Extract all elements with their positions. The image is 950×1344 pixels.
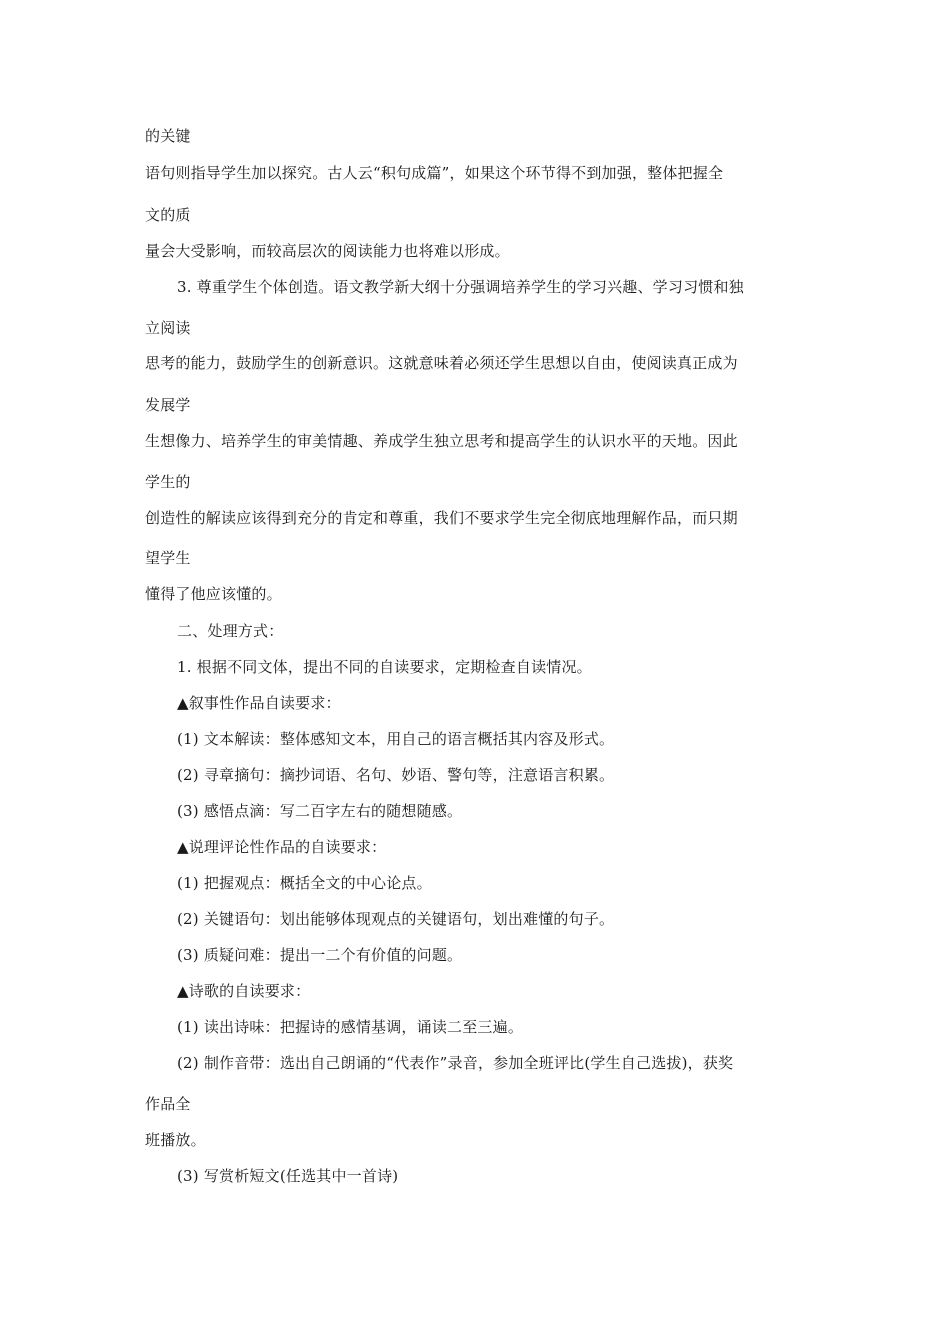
list-item: (1) 把握观点：概括全文的中心论点。 — [177, 874, 432, 892]
list-item: (1) 文本解读：整体感知文本，用自己的语言概括其内容及形式。 — [177, 730, 615, 748]
text-line: 文的质 — [145, 206, 191, 224]
text-line: 的关键 — [145, 127, 191, 145]
text-line: 3. 尊重学生个体创造。语文教学新大纲十分强调培养学生的学习兴趣、学习习惯和独 — [177, 278, 744, 296]
text-line: 思考的能力，鼓励学生的创新意识。这就意味着必须还学生思想以自由，使阅读真正成为 — [145, 354, 738, 372]
list-item: (2) 制作音带：选出自己朗诵的“代表作”录音，参加全班评比(学生自己选拔)，获奖 — [177, 1054, 734, 1072]
subheading: ▲叙事性作品自读要求： — [177, 694, 341, 712]
list-item: (2) 关键语句：划出能够体现观点的关键语句，划出难懂的句子。 — [177, 910, 615, 928]
text-line: 量会大受影响，而较高层次的阅读能力也将难以形成。 — [145, 242, 510, 260]
subheading: ▲说理评论性作品的自读要求： — [177, 838, 387, 856]
text-line: 创造性的解读应该得到充分的肯定和尊重，我们不要求学生完全彻底地理解作品，而只期 — [145, 509, 738, 527]
text-line: 班播放。 — [145, 1131, 206, 1149]
section-heading: 二、处理方式： — [177, 622, 284, 640]
list-item: (3) 感悟点滴：写二百字左右的随想随感。 — [177, 802, 463, 820]
text-line: 生想像力、培养学生的审美情趣、养成学生独立思考和提高学生的认识水平的天地。因此 — [145, 432, 738, 450]
text-line: 发展学 — [145, 396, 191, 414]
text-line: 1. 根据不同文体，提出不同的自读要求，定期检查自读情况。 — [177, 658, 592, 676]
subheading: ▲诗歌的自读要求： — [177, 982, 311, 1000]
text-line: 立阅读 — [145, 319, 191, 337]
list-item: (2) 寻章摘句：摘抄词语、名句、妙语、警句等，注意语言积累。 — [177, 766, 615, 784]
text-line: 学生的 — [145, 473, 191, 491]
text-line: 作品全 — [145, 1095, 191, 1113]
list-item: (3) 写赏析短文(任选其中一首诗) — [177, 1167, 399, 1185]
text-line: 语句则指导学生加以探究。古人云“积句成篇”，如果这个环节得不到加强，整体把握全 — [145, 164, 724, 182]
text-line: 望学生 — [145, 549, 191, 567]
list-item: (3) 质疑问难：提出一二个有价值的问题。 — [177, 946, 463, 964]
text-line: 懂得了他应该懂的。 — [145, 585, 282, 603]
list-item: (1) 读出诗味：把握诗的感情基调，诵读二至三遍。 — [177, 1018, 524, 1036]
